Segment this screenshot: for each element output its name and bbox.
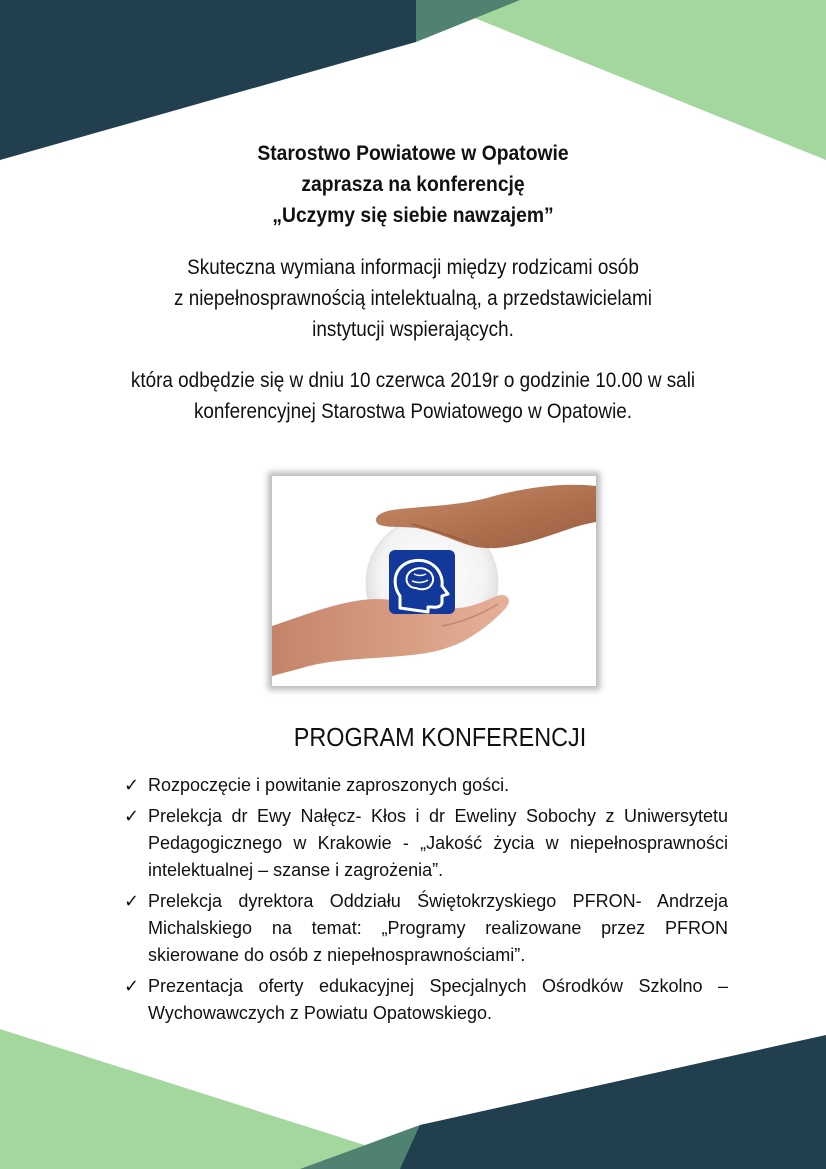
program-item-text: Prezentacja oferty edukacyjnej Specjalnych Ośrodków Szkolno – Wychowawczych z Powiatu Opatowskiego. [148,976,728,1023]
checkmark-icon: ✓ [124,775,140,795]
event-date-line: która odbędzie się w dniu 10 czerwca 2019r o godzinie 10.00 w sali [130,369,696,392]
program-item-text: Prelekcja dr Ewy Nałęcz- Kłos i dr Eweliny Sobochy z Uniwersytetu Pedagogicznego w Krakowie - „Jakość życia w niepełnosprawności intelektualnej – szanse i zagrożenia”. [148,806,728,880]
top-light-green-shape [430,0,826,160]
hands-sphere-image [272,476,596,686]
list-item [124,973,728,1027]
program-title: PROGRAM KONFERENCJI [293,722,587,752]
program-item-text: Prelekcja dyrektora Oddziału Świętokrzyskiego PFRON- Andrzeja Michalskiego na temat: „Programy realizowane przez PFRON skierowane do osób z niepełnosprawnościami”. [148,891,728,965]
checkmark-icon: ✓ [124,891,140,911]
conference-title: „Uczymy się siebie nawzajem” [272,204,554,227]
top-dark-navy-shape [0,0,416,160]
conference-subtitle [0,252,826,345]
subtitle-line-2: z niepełnosprawnością intelektualną, a przedstawicielami [173,287,653,310]
event-details [0,365,826,427]
checkmark-icon: ✓ [124,976,140,996]
list-item [124,803,728,884]
bottom-dark-navy-shape [400,1035,826,1169]
bottom-decoration [0,1029,826,1169]
list-item [124,772,728,799]
invitation-text: zaprasza na konferencję [301,173,525,196]
subtitle-line-1: Skuteczna wymiana informacji między rodzicami osób [187,256,639,279]
list-item [124,888,728,969]
event-location-line: konferencyjnej Starostwa Powiatowego w Opatowie. [193,400,633,423]
invitation-header [0,138,826,231]
subtitle-line-3: instytucji wspierających. [312,318,514,341]
program-list [124,772,728,1031]
organizer-name: Starostwo Powiatowe w Opatowie [257,142,569,165]
checkmark-icon: ✓ [124,806,140,826]
program-item-text: Rozpoczęcie i powitanie zaproszonych gości. [148,775,510,795]
head-brain-icon [389,550,455,614]
